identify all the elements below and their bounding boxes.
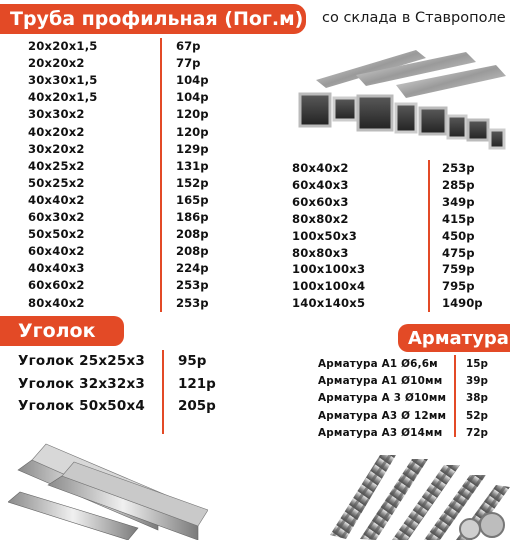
pipe-size: 100x100x4 bbox=[292, 279, 366, 294]
pipe-size: 40x40x3 bbox=[28, 261, 85, 276]
angles-banner bbox=[0, 316, 124, 346]
price: 253р bbox=[176, 295, 209, 310]
title-banner bbox=[0, 4, 306, 34]
price: 795р bbox=[442, 279, 475, 294]
price: 129р bbox=[176, 141, 209, 156]
price: 39р bbox=[466, 375, 488, 388]
price-row bbox=[0, 158, 230, 175]
price: 205р bbox=[178, 398, 216, 414]
price-row bbox=[300, 355, 510, 374]
angles-list bbox=[0, 350, 260, 440]
price: 152р bbox=[176, 175, 209, 190]
price-row bbox=[0, 295, 230, 312]
price-row bbox=[0, 192, 230, 209]
pipe-size: 20x20x2 bbox=[28, 56, 85, 71]
price-row bbox=[0, 226, 230, 243]
price-row bbox=[300, 389, 510, 408]
pipe-size: 30x30x2 bbox=[28, 107, 85, 122]
pipe-size: 20x20x1,5 bbox=[28, 39, 98, 53]
price: 285р bbox=[442, 177, 475, 192]
price: 121р bbox=[178, 375, 216, 392]
angle-name: Уголок 25x25x3 bbox=[18, 353, 145, 369]
price-row bbox=[0, 175, 230, 192]
steel-angles-illustration bbox=[8, 440, 208, 540]
price: 38р bbox=[466, 392, 488, 405]
price-row bbox=[0, 141, 230, 158]
price-row bbox=[0, 260, 230, 277]
price-row bbox=[300, 372, 510, 391]
pipe-size: 60x30x2 bbox=[28, 210, 85, 224]
price-row bbox=[300, 424, 510, 443]
rebar-name: Арматура А3 Ø 12мм bbox=[318, 409, 447, 422]
price: 208р bbox=[176, 244, 209, 259]
price-row bbox=[0, 350, 260, 372]
pipe-size: 60x60x3 bbox=[292, 194, 349, 209]
price: 349р bbox=[442, 194, 475, 209]
price-row bbox=[0, 209, 230, 226]
pipe-size: 80x80x3 bbox=[292, 245, 349, 260]
price-row bbox=[280, 295, 510, 312]
rebar-name: Арматура А3 Ø14мм bbox=[318, 426, 443, 439]
price: 67р bbox=[176, 39, 201, 53]
price: 165р bbox=[176, 192, 209, 207]
pipe-size: 140x140x5 bbox=[292, 296, 366, 311]
rebar-name: Арматура А1 Ø10мм bbox=[318, 375, 443, 388]
price: 104р bbox=[176, 90, 209, 105]
angle-name: Уголок 50x50x4 bbox=[18, 398, 145, 414]
pipe-size: 60x40x2 bbox=[28, 244, 85, 259]
pipe-size: 40x25x2 bbox=[28, 158, 85, 173]
rebar-name: Арматура А 3 Ø10мм bbox=[318, 392, 447, 405]
price-row bbox=[280, 177, 510, 194]
price-row bbox=[280, 211, 510, 228]
price: 450р bbox=[442, 228, 475, 243]
price: 72р bbox=[466, 426, 488, 439]
price: 15р bbox=[466, 358, 488, 370]
price-row bbox=[280, 278, 510, 295]
price: 120р bbox=[176, 107, 209, 122]
page-title: Труба профильная (Пог.м) bbox=[10, 8, 304, 30]
price-row bbox=[0, 38, 230, 55]
price: 52р bbox=[466, 409, 488, 422]
price: 186р bbox=[176, 210, 209, 224]
price: 120р bbox=[176, 124, 209, 139]
price-row bbox=[0, 55, 230, 72]
rebar-title: Арматура bbox=[408, 327, 509, 349]
price-row bbox=[0, 124, 230, 141]
rebar-bundle-illustration bbox=[320, 455, 510, 540]
rebar-list bbox=[300, 355, 510, 455]
price: 759р bbox=[442, 262, 475, 277]
price-row bbox=[0, 395, 260, 417]
pipe-size: 80x40x2 bbox=[292, 161, 349, 175]
pipe-size: 50x50x2 bbox=[28, 227, 85, 242]
pipes-list-right bbox=[280, 160, 510, 315]
price: 95р bbox=[178, 353, 207, 369]
price-row bbox=[280, 245, 510, 262]
price: 415р bbox=[442, 211, 475, 226]
price-row bbox=[0, 89, 230, 106]
pipe-size: 50x25x2 bbox=[28, 175, 85, 190]
price: 475р bbox=[442, 245, 475, 260]
price: 104р bbox=[176, 73, 209, 88]
rebar-banner bbox=[398, 324, 510, 352]
pipe-size: 40x40x2 bbox=[28, 192, 85, 207]
pipe-size: 30x20x2 bbox=[28, 141, 85, 156]
price-row bbox=[280, 261, 510, 278]
price: 77р bbox=[176, 56, 201, 71]
pipe-size: 40x20x2 bbox=[28, 124, 85, 139]
pipe-size: 30x30x1,5 bbox=[28, 73, 98, 88]
price: 253р bbox=[176, 278, 209, 293]
price-row bbox=[0, 72, 230, 89]
pipe-size: 80x40x2 bbox=[28, 295, 85, 310]
pipe-size: 60x60x2 bbox=[28, 278, 85, 293]
price-row bbox=[300, 407, 510, 426]
angle-name: Уголок 32x32x3 bbox=[18, 375, 145, 392]
price: 253р bbox=[442, 161, 475, 175]
price-row bbox=[280, 194, 510, 211]
pipe-size: 100x50x3 bbox=[292, 228, 357, 243]
pipes-list-left bbox=[0, 38, 230, 313]
pipe-size: 100x100x3 bbox=[292, 262, 366, 277]
price: 1490р bbox=[442, 296, 483, 311]
price-row bbox=[0, 106, 230, 123]
price: 131р bbox=[176, 158, 209, 173]
subtitle: со склада в Ставрополе bbox=[322, 10, 506, 26]
angles-title: Уголок bbox=[18, 320, 96, 342]
price-row bbox=[0, 243, 230, 260]
steel-pipes-illustration bbox=[296, 50, 510, 155]
pipe-size: 60x40x3 bbox=[292, 177, 349, 192]
price: 224р bbox=[176, 261, 209, 276]
price-row bbox=[280, 160, 510, 177]
pipe-size: 40x20x1,5 bbox=[28, 90, 98, 105]
rebar-name: Арматура А1 Ø6,6м bbox=[318, 358, 438, 370]
price-row bbox=[0, 277, 230, 294]
price-row bbox=[0, 373, 260, 395]
pipe-size: 80x80x2 bbox=[292, 211, 349, 226]
price-row bbox=[280, 228, 510, 245]
price: 208р bbox=[176, 227, 209, 242]
